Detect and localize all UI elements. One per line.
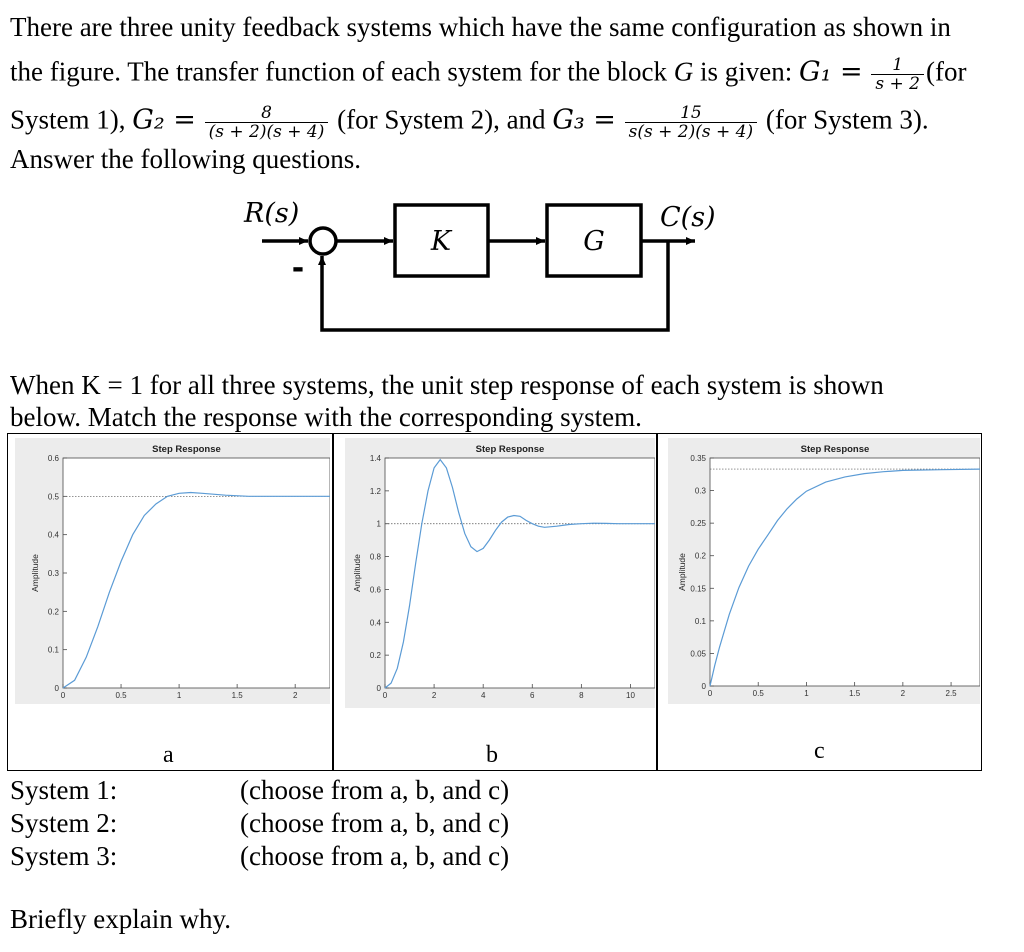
g1-name: G₁ = <box>799 56 863 88</box>
g3-denominator: s(s + 2)(s + 4) <box>625 122 757 141</box>
output-label: C(s) <box>660 202 716 233</box>
intro-line-2-mid: is given: <box>693 56 800 87</box>
g1-denominator: s + 2 <box>871 74 924 93</box>
g3-name: G₃ = <box>552 104 616 136</box>
y-tick-label: 0.2 <box>369 651 381 661</box>
intro-line-3-b: (for System 2), and <box>330 104 553 135</box>
y-axis-label: Amplitude <box>30 554 40 592</box>
block-g-label: G <box>583 226 605 257</box>
x-tick-label: 10 <box>626 691 635 700</box>
g2-numerator: 8 <box>261 103 272 123</box>
axes-box <box>385 458 655 688</box>
y-tick-label: 0.05 <box>690 649 706 659</box>
x-tick-label: 6 <box>530 691 535 700</box>
intro-line-2-pre: the figure. The transfer function of each system for the block <box>10 56 674 87</box>
block-diagram <box>0 190 1024 340</box>
plots-divider-2 <box>656 433 658 771</box>
answer-system-1-label: System 1: <box>10 775 118 805</box>
g2-name: G₂ = <box>132 104 196 136</box>
plot-a-caption: a <box>163 742 174 768</box>
y-tick-label: 0.3 <box>694 486 706 496</box>
g2-denominator: (s + 2)(s + 4) <box>205 122 329 141</box>
answer-system-2-label: System 2: <box>10 808 118 838</box>
plots-divider-1 <box>332 433 334 771</box>
instructions-line-2: below. Match the response with the corresponding system. <box>10 402 642 432</box>
summing-junction <box>310 228 336 254</box>
y-axis-label: Amplitude <box>677 553 687 591</box>
g2-fraction <box>205 104 329 141</box>
minus-sign: - <box>291 251 305 286</box>
x-tick-label: 1 <box>804 689 809 698</box>
intro-line-4: Answer the following questions. <box>10 144 361 174</box>
answer-system-3-hint: (choose from a, b, and c) <box>240 841 510 871</box>
y-tick-label: 0.25 <box>690 519 706 529</box>
y-tick-label: 0.6 <box>369 585 381 595</box>
y-tick-label: 1.2 <box>369 486 381 496</box>
y-tick-label: 0.1 <box>47 645 59 655</box>
x-tick-label: 1 <box>176 691 182 700</box>
intro-line-2-post: (for <box>925 56 967 87</box>
y-tick-label: 0.1 <box>694 616 706 626</box>
step-response-plot-b <box>345 438 655 708</box>
g-symbol: G <box>673 56 694 87</box>
intro-line-3-c: (for System 3). <box>759 104 929 135</box>
closing-prompt: Briefly explain why. <box>10 904 231 934</box>
x-tick-label: 2 <box>292 691 298 700</box>
y-tick-label: 0.35 <box>690 454 706 463</box>
answer-system-2-hint: (choose from a, b, and c) <box>240 808 510 838</box>
g1-numerator: 1 <box>892 55 904 75</box>
y-tick-label: 1 <box>376 519 381 529</box>
plot-c-caption: c <box>814 738 825 764</box>
g3-fraction <box>625 104 757 141</box>
y-tick-label: 0 <box>701 682 706 691</box>
x-tick-label: 0.5 <box>115 691 127 700</box>
y-tick-label: 0.4 <box>47 530 59 540</box>
instructions-line-1: When K = 1 for all three systems, the unit step response of each system is shown <box>10 370 884 400</box>
axes-box <box>710 458 980 686</box>
y-tick-label: 0.15 <box>690 584 706 594</box>
x-tick-label: 8 <box>579 691 584 700</box>
x-tick-label: 2.5 <box>945 689 957 698</box>
x-tick-label: 1.5 <box>849 689 861 698</box>
plot-b-caption: b <box>486 742 498 768</box>
y-tick-label: 0.2 <box>694 551 706 561</box>
x-tick-label: 4 <box>480 691 486 700</box>
y-tick-label: 0.5 <box>47 492 59 502</box>
answer-system-3-label: System 3: <box>10 841 118 871</box>
intro-line-2 <box>10 56 966 93</box>
y-axis-label: Amplitude <box>352 554 362 592</box>
plot-title: Step Response <box>152 444 221 455</box>
x-tick-label: 2 <box>900 689 906 698</box>
step-response-plot-a <box>15 438 330 704</box>
y-tick-label: 0.4 <box>369 618 381 628</box>
x-tick-label: 1.5 <box>231 691 243 700</box>
y-tick-label: 0.8 <box>369 552 381 562</box>
x-tick-label: 0 <box>382 691 388 700</box>
x-tick-label: 0.5 <box>752 689 764 698</box>
y-tick-label: 0 <box>376 684 381 693</box>
intro-line-3 <box>10 104 929 141</box>
x-tick-label: 0 <box>60 691 66 700</box>
y-tick-label: 0.6 <box>47 454 59 463</box>
y-tick-label: 0 <box>54 684 59 693</box>
intro-line-1: There are three unity feedback systems which have the same configuration as shown in <box>10 12 951 42</box>
plot-title: Step Response <box>800 444 870 455</box>
plot-title: Step Response <box>475 444 545 455</box>
g1-fraction <box>871 56 924 93</box>
block-k-label: K <box>430 226 452 257</box>
intro-line-3-a: System 1), <box>10 104 133 135</box>
y-tick-label: 1.4 <box>369 454 381 463</box>
input-label: R(s) <box>244 198 300 229</box>
y-tick-label: 0.3 <box>47 569 59 578</box>
g3-numerator: 15 <box>680 103 702 123</box>
x-tick-label: 2 <box>431 691 437 700</box>
y-tick-label: 0.2 <box>47 607 59 617</box>
answer-system-1-hint: (choose from a, b, and c) <box>240 775 510 805</box>
x-tick-label: 0 <box>707 689 713 698</box>
step-response-plot-c <box>668 438 980 704</box>
